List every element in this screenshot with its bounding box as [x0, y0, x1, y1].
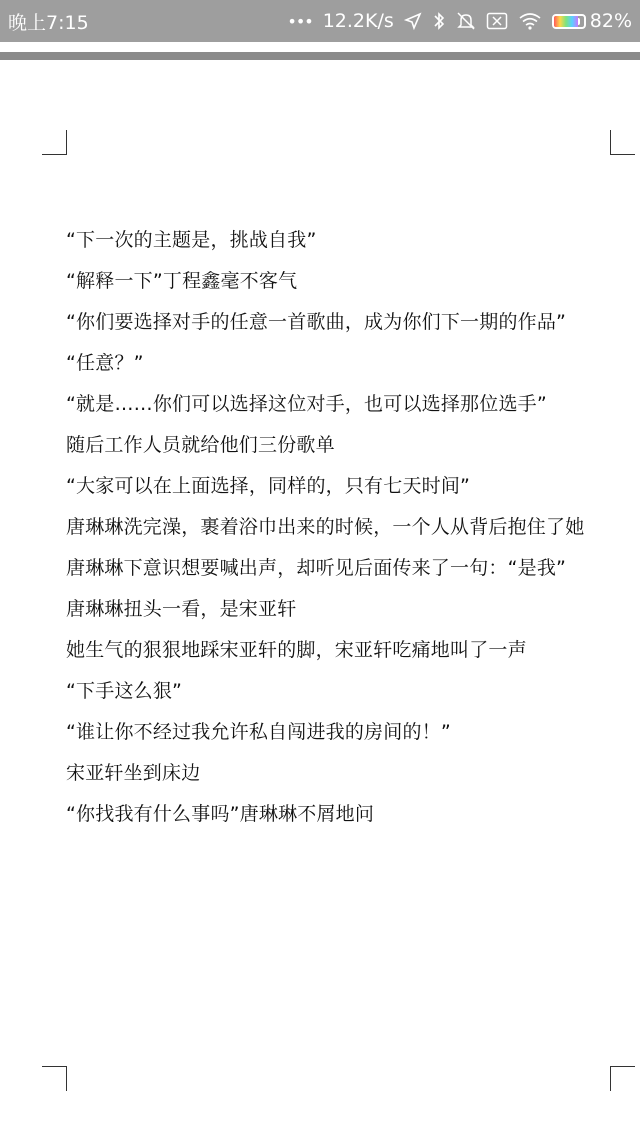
battery-icon: [552, 14, 580, 29]
page-corner-mark-top-right: [610, 130, 635, 155]
page-corner-mark-bottom-left: [42, 1066, 67, 1091]
document-line: “大家可以在上面选择，同样的，只有七天时间”: [66, 475, 471, 497]
document-line: “解释一下”丁程鑫毫不客气: [66, 270, 298, 292]
document-line: 唐琳琳扭头一看，是宋亚轩: [66, 598, 297, 620]
document-line: “就是……你们可以选择这位对手，也可以选择那位选手”: [66, 393, 547, 415]
document-line: “你找我有什么事吗”唐琳琳不屑地问: [66, 803, 375, 825]
document-line: 随后工作人员就给他们三份歌单: [66, 434, 335, 456]
status-bar: [0, 0, 640, 42]
document-line: “你们要选择对手的任意一首歌曲，成为你们下一期的作品”: [66, 311, 567, 333]
document-toolbar-edge: [0, 52, 640, 60]
battery-fill: [554, 16, 579, 27]
document-line: “任意？”: [66, 352, 144, 374]
bluetooth-icon: [432, 11, 446, 31]
network-speed: 12.2K/s: [322, 10, 394, 32]
document-line: “下一次的主题是，挑战自我”: [66, 229, 317, 251]
status-right: [287, 10, 632, 32]
page-corner-mark-bottom-right: [610, 1066, 635, 1091]
battery-outline: [552, 14, 586, 29]
document-page[interactable]: [0, 60, 640, 1138]
document-body[interactable]: [66, 220, 606, 835]
more-dots-icon: •••: [287, 11, 313, 31]
status-left: [8, 8, 89, 35]
document-line: “谁让你不经过我允许私自闯进我的房间的！”: [66, 721, 451, 743]
document-line: “下手这么狠”: [66, 680, 183, 702]
location-arrow-icon: [404, 12, 422, 30]
sim-disabled-icon: [486, 12, 508, 30]
page-corner-mark-top-left: [42, 130, 67, 155]
document-line: 唐琳琳下意识想要喊出声，却听见后面传来了一句：“是我”: [66, 557, 567, 579]
document-line: 宋亚轩坐到床边: [66, 762, 201, 784]
status-time: 晚上7:15: [8, 11, 89, 34]
app-bar-gap: [0, 42, 640, 52]
document-line: 唐琳琳洗完澡，裹着浴巾出来的时候，一个人从背后抱住了她: [66, 516, 585, 538]
mute-icon: [456, 11, 476, 31]
wifi-icon: [518, 12, 542, 30]
battery-percent: 82%: [589, 10, 632, 32]
document-line: 她生气的狠狠地踩宋亚轩的脚，宋亚轩吃痛地叫了一声: [66, 639, 527, 661]
